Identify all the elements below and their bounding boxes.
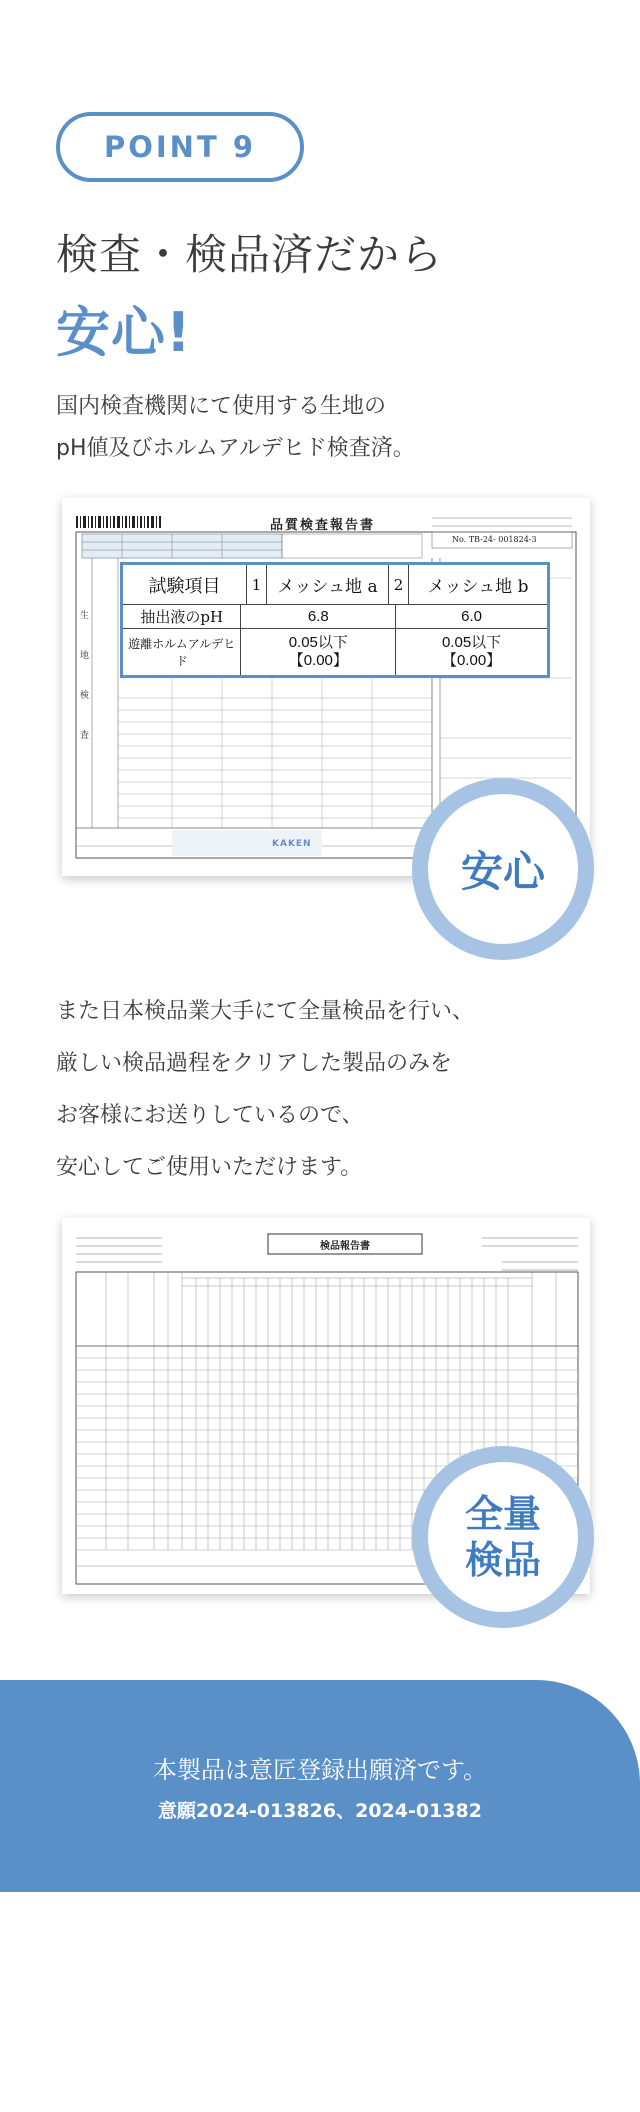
svg-text:査: 査 [80, 731, 90, 741]
formaldehyde-a-result: 【0.00】 [288, 652, 348, 669]
table-row-formaldehyde [123, 629, 547, 675]
banner-sub-text: 意願2024-013826、2024-01382 [158, 1800, 482, 1822]
design-registration-banner [0, 1680, 640, 1892]
inspection-line-2: pH値及びホルムアルデヒド検査済。 [56, 436, 415, 461]
svg-text:生: 生 [80, 611, 90, 621]
barcode-icon [76, 516, 161, 528]
header-num-1: 1 [247, 565, 267, 605]
point-badge: POINT 9 [56, 112, 304, 182]
formaldehyde-b-limit: 0.05以下 [441, 634, 502, 651]
inspection-line-1: 国内検査機関にて使用する生地の [56, 394, 387, 419]
report-watermark: KAKEN [272, 839, 312, 849]
row-formaldehyde-b [396, 629, 547, 675]
qc-description [56, 986, 474, 1194]
row-ph-a: 6.8 [241, 605, 396, 629]
stamp2-line-1: 全量 [464, 1492, 541, 1536]
report-number: No. TB-24- 001824-3 [452, 535, 537, 544]
header-num-2: 2 [389, 565, 409, 605]
banner-main-text: 本製品は意匠登録出願済です。 [152, 1756, 488, 1784]
qc-line-3: お客様にお送りしているので、 [56, 1103, 364, 1128]
formaldehyde-a-limit: 0.05以下 [288, 634, 348, 651]
test-results-table [120, 562, 550, 678]
row-formaldehyde-a [241, 629, 396, 675]
report-title: 品質検査報告書 [270, 518, 376, 533]
formaldehyde-b-result: 【0.00】 [441, 652, 502, 669]
inspection-report-title: 検品報告書 [320, 1241, 370, 1252]
qc-line-4: 安心してご使用いただけます。 [56, 1155, 363, 1180]
svg-text:地: 地 [80, 651, 90, 661]
inspection-description [56, 386, 415, 470]
row-ph-b: 6.0 [396, 605, 547, 629]
headline-accent: 安心! [56, 301, 192, 364]
anshin-stamp-label: 安心 [460, 847, 545, 896]
table-row-ph [123, 605, 547, 629]
zenryo-kenpin-stamp [412, 1446, 594, 1628]
anshin-stamp [412, 778, 594, 960]
qc-line-1: また日本検品業大手にて全量検品を行い、 [56, 999, 475, 1024]
stamp2-line-2: 検品 [464, 1538, 541, 1582]
svg-text:検: 検 [80, 691, 90, 701]
headline: 検査・検品済だから [56, 230, 444, 279]
header-test-item: 試験項目 [123, 565, 247, 605]
table-header-row [123, 565, 547, 605]
row-ph-label: 抽出液のpH [123, 605, 241, 629]
header-mesh-b: メッシュ地 b [409, 565, 547, 605]
header-mesh-a: メッシュ地 a [267, 565, 389, 605]
qc-line-2: 厳しい検品過程をクリアした製品のみを [56, 1051, 453, 1076]
row-formaldehyde-label: 遊離ホルムアルデヒド [123, 629, 241, 675]
